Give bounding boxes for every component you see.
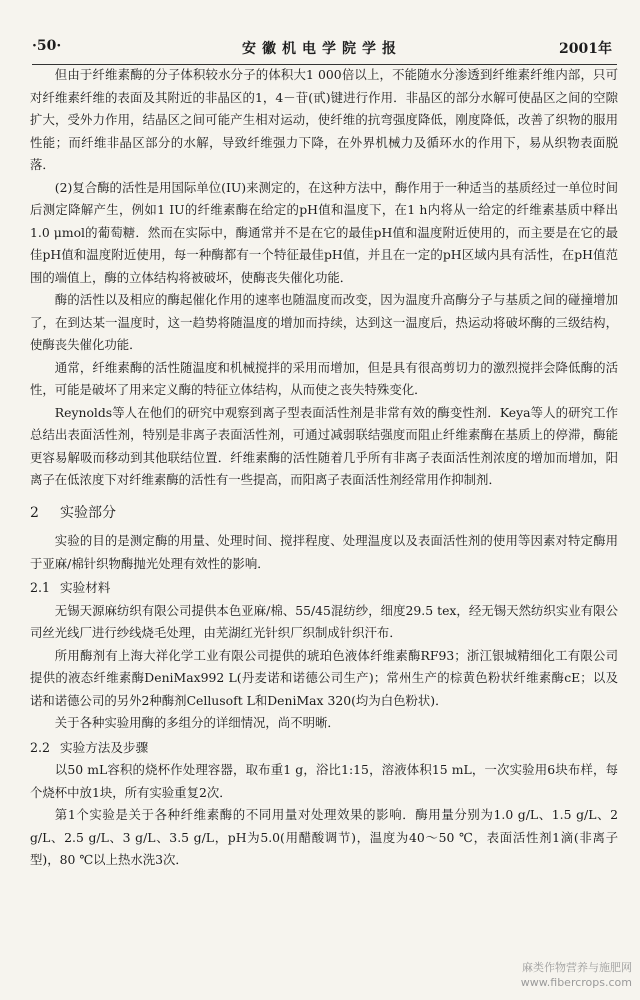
subsection-heading bbox=[30, 577, 618, 600]
subsection-number: 2.1 bbox=[30, 580, 51, 595]
publication-year: 2001年 bbox=[559, 41, 612, 57]
paragraph: 以50 mL容积的烧杯作处理容器，取布重1 g，浴比1:15，溶液体积15 mL，一次实验用6块布样，每个烧杯中放1块，所有实验重复2次． bbox=[30, 762, 618, 800]
subsection-heading bbox=[30, 737, 618, 760]
subsection-number: 2.2 bbox=[30, 739, 51, 755]
paragraph: 所用酶剂有上海大祥化学工业有限公司提供的琥珀色液体纤维素酶RF93；浙江银城精细化工有限公司提供的液态纤维素酶DeniMax992 L(丹麦诺和诺德公司生产)；常州生产的棕黄色粉状纤维素酶cE；以及诺和诺德公司的另外2种酶剂Cellusoft L和DeniMax 320(均为白色粉状)． bbox=[30, 647, 618, 708]
paragraph: 实验的目的是测定酶的用量、处理时间、搅拌程度、处理温度以及表面活性剂的使用等因素对特定酶用于亚麻/棉针织物酶抛光处理有效性的影响． bbox=[30, 533, 618, 571]
section-number: 2 bbox=[30, 504, 39, 521]
paragraph: Reynolds等人在他们的研究中观察到离子型表面活性剂是非常有效的酶变性剂．Keya等人的研究工作总结出表面活性剂，特别是非离子表面活性剂，可通过减弱联结强度而阻止纤维素酶在基质上的停滞，酶能更容易解吸而移动到其他联结位置．纤维素酶的活性随着几乎所有非离子表面活性剂浓度的增加而增加，阳离子在低浓度下对纤维素酶的活性有一些提高，而阳离子表面活性剂经常用作抑制剂． bbox=[30, 404, 618, 487]
article-body bbox=[30, 64, 618, 872]
page-number: ·50· bbox=[32, 38, 62, 54]
section-heading bbox=[30, 502, 618, 525]
site-watermark bbox=[521, 960, 632, 990]
page-header bbox=[32, 38, 612, 60]
paragraph: 无锡天源麻纺织有限公司提供本色亚麻/棉、55/45混纺纱，细度29.5 tex，经无锡天然纺织实业有限公司丝光线厂进行纱线烧毛处理，由芜湖红光针织厂织制成针织汗布． bbox=[30, 602, 618, 640]
section-title: 实验部分 bbox=[60, 504, 116, 521]
watermark-text: 麻类作物营养与施肥网 bbox=[522, 961, 632, 974]
paragraph: 但由于纤维素酶的分子体积较水分子的体积大1 000倍以上，不能随水分渗透到纤维素纤维内部，只可对纤维素纤维的表面及其附近的非晶区的1，4－苷(甙)键进行作用．非晶区的部分水解可使晶区之间的空隙扩大，受外力作用，结晶区之间可能产生相对运动，使纤维的抗弯强度降低，刚度降低，改善了织物的服用性能；而纤维非晶区部分的水解，导致纤维强力下降，在外界机械力及循环水的作用下，易从织物表面脱落． bbox=[30, 67, 618, 172]
paragraph: (2)复合酶的活性是用国际单位(IU)来测定的，在这种方法中，酶作用于一种适当的基质经过一单位时间后测定降解产生，例如1 IU的纤维素酶在给定的pH值和温度下，在1 h内将从一给定的纤维素基质中释出1.0 μmol的葡萄糖．然而在实际中，酶通常并不是在它的最佳pH值和温度附近使用的，而主要是在它的最佳pH值和温度附近使用，每一种酶都有一个特征最佳pH值，并且在一定的pH区域内具有活性，在pH值范围的端值上，酶的立体结构将被破坏，使酶丧失催化功能． bbox=[30, 179, 618, 285]
subsection-title: 实验材料 bbox=[60, 580, 111, 595]
subsection-title: 实验方法及步骤 bbox=[60, 739, 149, 755]
paragraph: 第1个实验是关于各种纤维素酶的不同用量对处理效果的影响．酶用量分别为1.0 g/L、1.5 g/L、2 g/L、2.5 g/L、3 g/L、3.5 g/L，pH为5.0(用醋酸调节)，温度为40～50 ℃，表面活性剂1滴(非离子型)，80 ℃以上热水洗3次． bbox=[30, 807, 618, 867]
watermark-url: www.fibercrops.com bbox=[520, 976, 632, 989]
paragraph: 关于各种实验用酶的多组分的详细情况，尚不明晰． bbox=[54, 715, 340, 730]
paragraph: 通常，纤维素酶的活性随温度和机械搅拌的采用而增加，但是具有很高剪切力的激烈搅拌会降低酶的活性，可能是破坏了用来定义酶的特征立体结构，从而使之丧失特殊变化． bbox=[30, 359, 618, 397]
journal-title: 安徽机电学院学报 bbox=[242, 41, 402, 57]
paragraph: 酶的活性以及相应的酶起催化作用的速率也随温度而改变，因为温度升高酶分子与基质之间的碰撞增加了，在到达某一温度时，这一趋势将随温度的增加而持续，达到这一温度后，热运动将破坏酶的三级结构，使酶丧失催化功能． bbox=[30, 292, 618, 352]
